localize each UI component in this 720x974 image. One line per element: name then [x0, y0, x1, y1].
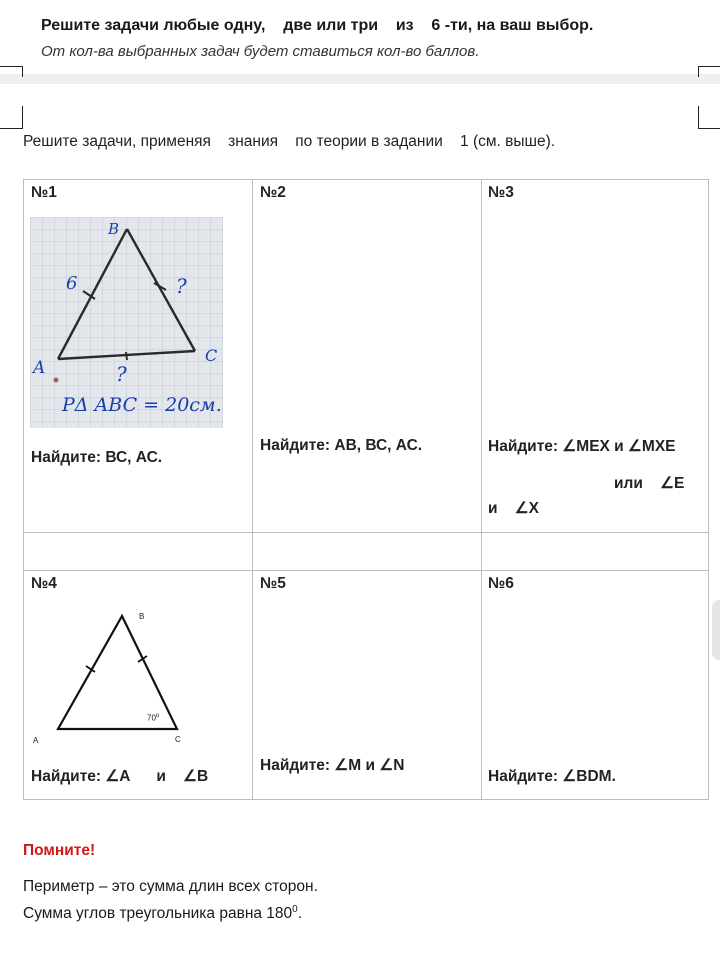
vertex-label-c: C — [205, 346, 218, 365]
problem-number-3: №3 — [488, 184, 514, 201]
cell-problem-2 — [253, 180, 482, 533]
problem-number-5: №5 — [260, 575, 286, 592]
figure-vertex-a: A — [33, 736, 39, 745]
corner-mark-top-right — [698, 66, 720, 77]
figure-vertex-b: B — [139, 612, 145, 621]
figure-angle-c-value: 70$^o$ — [147, 713, 160, 723]
cell-spacer-2 — [253, 533, 482, 571]
task-instruction: Решите задачи любые одну, две или три из 6 -ти, на ваш выбор. — [41, 17, 594, 34]
problem-3-question-line3: и ∠Х — [488, 500, 539, 517]
problem-5-question: Найдите: ∠М и ∠N — [260, 757, 405, 774]
vertex-label-a: A — [33, 358, 46, 378]
problem-number-6: №6 — [488, 575, 514, 592]
problem-6-question: Найдите: ∠BDM. — [488, 768, 616, 785]
problem-2-question: Найдите: АВ, ВС, АС. — [260, 437, 423, 454]
figure-vertex-c: C — [175, 735, 181, 744]
problem-number-2: №2 — [260, 184, 286, 201]
side-ab-label: 6 — [66, 273, 78, 294]
problem-4-question: Найдите: ∠А и ∠В — [31, 768, 209, 785]
vertex-label-b: B — [108, 220, 120, 238]
problem-number-4: №4 — [31, 575, 57, 592]
side-ac-label: ? — [116, 362, 127, 386]
perimeter-rule: Периметр – это сумма длин всех сторон. — [23, 878, 318, 895]
corner-mark-mid-right — [698, 106, 720, 129]
remember-title: Помните! — [23, 842, 96, 859]
triangle-abc-figure — [30, 608, 200, 748]
perimeter-label: PΔ ABC = 20см. — [62, 394, 222, 416]
page-separator — [0, 74, 720, 84]
problem-number-1: №1 — [31, 184, 57, 201]
problem-1-question: Найдите: ВС, АС. — [31, 449, 163, 466]
problem-3-question-line1: Найдите: ∠МЕХ и ∠МХЕ — [488, 438, 676, 455]
scoring-note: От кол-ва выбранных задач будет ставиться кол-во баллов. — [41, 43, 480, 60]
problem-3-question-line2: или ∠Е — [614, 475, 685, 492]
corner-mark-top-left — [0, 66, 23, 77]
cell-problem-6 — [482, 571, 709, 800]
cell-spacer-3 — [482, 533, 709, 571]
intro-text: Решите задачи, применяя знания по теории в задании 1 (см. выше). — [23, 133, 556, 150]
cell-spacer-1 — [24, 533, 253, 571]
angle-sum-rule: Сумма углов треугольника равна $180^0$. — [23, 904, 303, 923]
scroll-edge-handle[interactable] — [712, 600, 720, 660]
header — [0, 0, 720, 72]
side-bc-label: ? — [176, 274, 187, 298]
corner-mark-mid-left — [0, 106, 23, 129]
